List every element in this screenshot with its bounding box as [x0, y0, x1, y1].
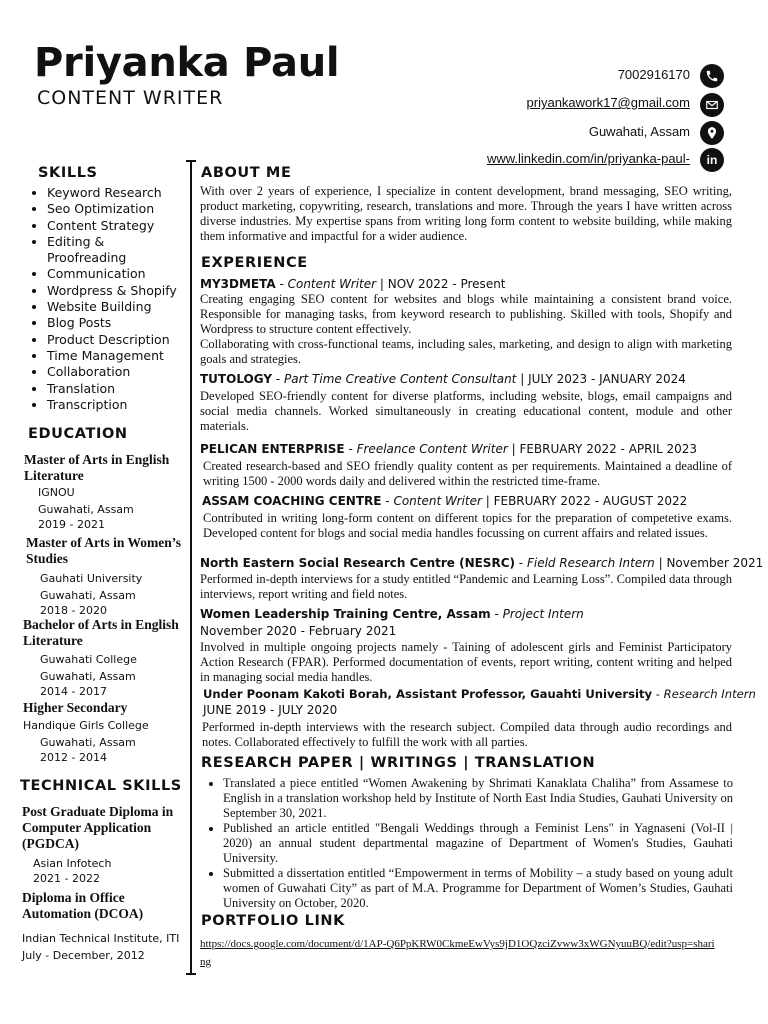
experience-entry [200, 607, 732, 685]
portfolio-heading: PORTFOLIO LINK [201, 913, 346, 929]
education-degree: Bachelor of Arts in English Literature [23, 617, 179, 648]
education-location: Guwahati, Assam [40, 736, 136, 749]
technical-skill-institution: Indian Technical Institute, ITI [22, 932, 180, 945]
skill-item: • Content Strategy [47, 218, 207, 234]
skill-item: • Transcription [47, 397, 207, 413]
technical-skill-title: Diploma in Office Automation (DCOA) [22, 890, 144, 921]
experience-entry [200, 372, 732, 434]
skill-item: • Wordpress & Shopify [47, 283, 207, 299]
divider-cap-bottom [186, 973, 196, 975]
job-header: PELICAN ENTERPRISE - Freelance Content Writer | FEBRUARY 2022 - APRIL 2023 [200, 442, 698, 456]
education-institution: Handique Girls College [23, 719, 149, 732]
education-heading: EDUCATION [28, 426, 128, 442]
phone-icon [700, 64, 724, 88]
education-years: 2012 - 2014 [40, 751, 107, 764]
job-dates: JULY 2023 - JANUARY 2024 [528, 372, 686, 386]
research-item: • Translated a piece entitled “Women Awakening by Shrimati Kanaklata Chaliha” from Assamese to English in a translation workshop held by Institute of North East India Studies, Gauhati University on September 30, 2021. [223, 776, 733, 821]
about-text: With over 2 years of experience, I specialize in content development, brand messaging, SEO writing, product marketing, copywriting, research, translations and more. Through the years I have written across diverse industries. My expertise spans from writing long form content to website building, while making them informative and impactful for a wider audience. [200, 184, 732, 243]
technical-skill-title: Post Graduate Diploma in Computer Application (PGDCA) [22, 804, 174, 851]
job-dates: FEBRUARY 2022 - AUGUST 2022 [493, 494, 688, 508]
skill-item: • Website Building [47, 299, 207, 315]
research-item: • Published an article entitled "Bengali Weddings through a Feminist Lens" in Yagnaseni (Vol-II | 2020) an annual student departmental magazine of Department of Women's Studies, Gauhati University. [223, 821, 733, 866]
research-section [201, 776, 733, 911]
education-entry [26, 535, 191, 618]
skill-item: • Blog Posts [47, 315, 207, 331]
job-company: PELICAN ENTERPRISE [200, 442, 345, 456]
job-dates: November 2021 [666, 556, 764, 570]
experience-entry [200, 687, 756, 750]
job-role: Part Time Creative Content Consultant [283, 372, 517, 386]
research-list [201, 776, 733, 911]
job-role: Content Writer [393, 494, 482, 508]
job-role: Project Intern [502, 607, 584, 621]
job-company: Under Poonam Kakoti Borah, Assistant Professor, Gauahti University [203, 687, 653, 701]
job-company: North Eastern Social Research Centre (NESRC) [200, 556, 515, 570]
education-entry [24, 452, 189, 532]
job-header: MY3DMETA - Content Writer | NOV 2022 - Present [200, 277, 506, 291]
skills-heading: SKILLS [38, 165, 98, 181]
job-description: Created research-based and SEO friendly quality content as per requirements. Maintained a deadline of writing 1500 - 2000 words daily and delivered within the restricted time-frame. [203, 459, 732, 488]
experience-heading: EXPERIENCE [201, 255, 308, 271]
linkedin-icon [700, 148, 724, 172]
divider-cap-top [186, 160, 196, 162]
education-institution: Gauhati University [40, 572, 143, 585]
phone-number: 7002916170 [617, 67, 690, 82]
job-company: ASSAM COACHING CENTRE [202, 494, 382, 508]
experience-entry [200, 442, 732, 489]
job-header: Women Leadership Training Centre, Assam - Project Intern [200, 607, 584, 621]
job-description: Collaborating with cross-functional teams, including sales, marketing, and design to align with marketing goals and strategies. [200, 337, 732, 366]
about-heading: ABOUT ME [201, 165, 292, 181]
experience-entry [200, 494, 732, 541]
education-entry [23, 617, 188, 699]
experience-entry [200, 556, 764, 602]
job-title: CONTENT WRITER [37, 87, 224, 109]
job-dates: FEBRUARY 2022 - APRIL 2023 [519, 442, 698, 456]
job-dates: NOV 2022 - Present [387, 277, 506, 291]
skill-item: • Collaboration [47, 364, 207, 380]
education-location: Guwahati, Assam [40, 589, 136, 602]
education-institution: IGNOU [38, 486, 75, 499]
column-divider [190, 160, 192, 975]
job-role: Research Intern [663, 687, 756, 701]
job-role: Field Research Intern [526, 556, 655, 570]
technical-skill-entry [22, 804, 187, 886]
technical-skill-years: July - December, 2012 [22, 949, 145, 962]
job-dates: November 2020 - February 2021 [200, 624, 397, 638]
job-header: North Eastern Social Research Centre (NESRC) - Field Research Intern | November 2021 [200, 556, 764, 570]
research-item: • Submitted a dissertation entitled “Empowerment in terms of Mobility – a study based on young adult women of Guwahati City” as part of M.A. Programme for Department of Women’s Studies, Gauhati University on October, 2020. [223, 866, 733, 911]
job-role: Freelance Content Writer [356, 442, 508, 456]
education-years: 2018 - 2020 [40, 604, 107, 617]
linkedin-anchor[interactable]: www.linkedin.com/in/priyanka-paul- [486, 151, 690, 166]
job-description: Contributed in writing long-form content on different topics for the preparation of competetive exams. Developed content for blogs and social media handles focussing on current affairs and related issues. [203, 511, 732, 540]
skill-item: • Seo Optimization [47, 201, 207, 217]
location-text: Guwahati, Assam [588, 124, 690, 139]
education-location: Guwahati, Assam [38, 503, 134, 516]
linkedin-link[interactable] [487, 148, 690, 170]
job-description: Involved in multiple ongoing projects namely - Taining of adolescent girls and Feminist Participatory Action Research (FPAR). Performed documentation of events, report writing, content writing and helped in managing social media handles. [200, 640, 732, 684]
skill-item: • Editing & Proofreading [47, 234, 147, 267]
education-degree: Master of Arts in English Literature [24, 452, 170, 483]
technical-skill-entry [22, 890, 187, 964]
education-years: 2014 - 2017 [40, 685, 107, 698]
job-header: Under Poonam Kakoti Borah, Assistant Professor, Gauahti University - Research Intern [203, 687, 756, 701]
technical-skills-heading: TECHNICAL SKILLS [20, 778, 182, 794]
job-header: ASSAM COACHING CENTRE - Content Writer | FEBRUARY 2022 - AUGUST 2022 [202, 494, 688, 508]
job-company: MY3DMETA [200, 277, 276, 291]
job-description: Performed in-depth interviews for a study entitled “Pandemic and Learning Loss”. Compiled data through interviews, report writing and field notes. [200, 572, 732, 601]
education-entry [23, 700, 188, 765]
skill-item: • Product Description [47, 332, 207, 348]
job-description: Performed in-depth interviews with the research subject. Compiled data through audio recordings and notes. Collaborated effectively to fulfill the work with all parties. [202, 720, 732, 749]
education-years: 2019 - 2021 [38, 518, 105, 531]
skill-item: • Keyword Research [47, 185, 207, 201]
skill-item: • Communication [47, 266, 207, 282]
skill-item: • Translation [47, 381, 207, 397]
location-pin-icon [700, 121, 724, 145]
linkedin-icon-text: in [706, 153, 718, 167]
job-description: Developed SEO-friendly content for diverse platforms, including website, blogs, email campaigns and social media channels. Worked simultaneously in creating educational content, module and other materials. [200, 389, 732, 433]
mail-icon [700, 93, 724, 117]
experience-entry [200, 277, 732, 367]
research-heading: RESEARCH PAPER | WRITINGS | TRANSLATION [201, 755, 596, 771]
portfolio-link[interactable]: https://docs.google.com/document/d/1AP-Q6PpKRW0CkmeEwVys9jD1OQzciZvww3xWGNyuuBQ/edit?usp=sharing [200, 938, 715, 968]
education-location: Guwahati, Assam [40, 670, 136, 683]
technical-skill-years: 2021 - 2022 [33, 872, 100, 885]
job-company: Women Leadership Training Centre, Assam [200, 607, 491, 621]
skill-item: • Time Management [47, 348, 207, 364]
email-anchor[interactable]: priyankawork17@gmail.com [526, 95, 690, 110]
job-dates: JUNE 2019 - JULY 2020 [203, 703, 338, 717]
skills-list [28, 185, 207, 413]
email-link[interactable] [527, 92, 690, 114]
education-degree: Higher Secondary [23, 700, 128, 715]
education-degree: Master of Arts in Women’s Studies [26, 535, 181, 566]
job-header: TUTOLOGY - Part Time Creative Content Consultant | JULY 2023 - JANUARY 2024 [200, 372, 686, 386]
job-company: TUTOLOGY [200, 372, 273, 386]
candidate-name: Priyanka Paul [34, 40, 340, 86]
job-description: Creating engaging SEO content for websites and blogs while maintaining a consistent brand voice. Responsible for managing tasks, from keyword research to publishing. Skilled with tools, Shopify and Wordpress to structure content effectively. [200, 292, 732, 336]
technical-skill-institution: Asian Infotech [33, 857, 112, 870]
education-institution: Guwahati College [40, 653, 137, 666]
portfolio-link-container [200, 934, 720, 970]
job-role: Content Writer [287, 277, 377, 291]
